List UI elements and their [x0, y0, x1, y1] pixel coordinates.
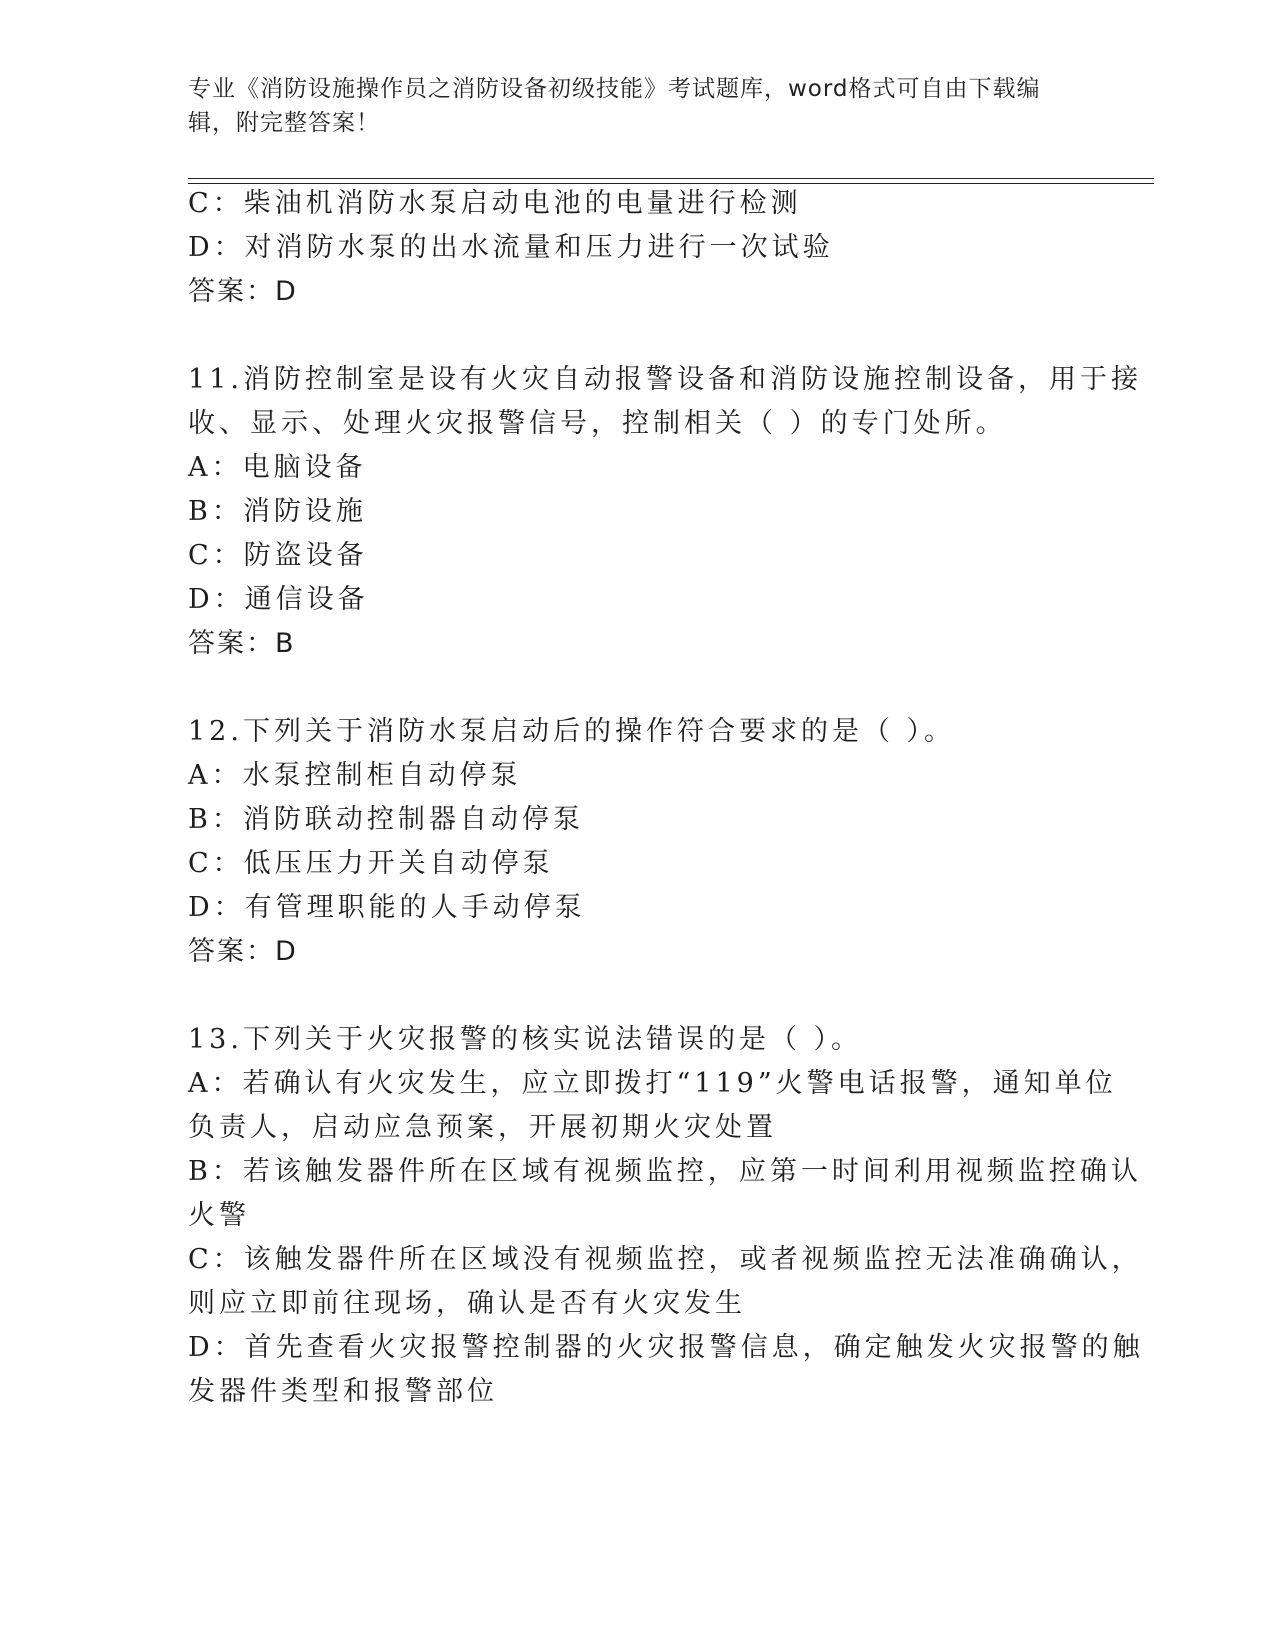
q10-answer: 答案：D	[188, 276, 298, 307]
q13-option-d-line1: D：首先查看火灾报警控制器的火灾报警信息，确定触发火灾报警的触	[188, 1332, 1144, 1363]
q11-option-c: C：防盗设备	[188, 540, 368, 571]
q10-option-d: D：对消防水泵的出水流量和压力进行一次试验	[188, 232, 834, 263]
q11-option-d: D：通信设备	[188, 584, 369, 615]
q11-option-a: A：电脑设备	[188, 452, 367, 483]
header-rule-bottom	[188, 183, 1154, 184]
q11-option-b: B：消防设施	[188, 496, 367, 527]
q10-option-c: C：柴油机消防水泵启动电池的电量进行检测	[188, 188, 802, 219]
q12-option-c: C：低压压力开关自动停泵	[188, 848, 554, 879]
header-rule-top	[188, 178, 1154, 179]
q13-option-d-line2: 发器件类型和报警部位	[188, 1376, 498, 1407]
q12-option-a: A：水泵控制柜自动停泵	[188, 760, 522, 791]
q13-option-c-line1: C：该触发器件所在区域没有视频监控，或者视频监控无法准确确认，	[188, 1244, 1143, 1275]
q12-answer: 答案：D	[188, 936, 298, 967]
q13-option-c-line2: 则应立即前往现场，确认是否有火灾发生	[188, 1288, 746, 1319]
q13-option-a-line2: 负责人，启动应急预案，开展初期火灾处置	[188, 1112, 777, 1143]
q13-option-a-line1: A：若确认有火灾发生，应立即拨打“119”火警电话报警，通知单位	[188, 1068, 1117, 1099]
q12-stem-line1: 12.下列关于消防水泵启动后的操作符合要求的是（ ）。	[188, 716, 956, 747]
q11-stem-line2: 收、显示、处理火灾报警信号，控制相关（ ）的专门处所。	[188, 408, 1007, 439]
q11-stem-line1: 11.消防控制室是设有火灾自动报警设备和消防设施控制设备，用于接	[188, 364, 1142, 395]
q11-answer: 答案：B	[188, 628, 296, 659]
page-header: 专业《消防设施操作员之消防设备初级技能》考试题库，word格式可自由下载编辑，附完整答案！	[188, 76, 1041, 136]
q13-stem-line1: 13.下列关于火灾报警的核实说法错误的是（ ）。	[188, 1024, 863, 1055]
q12-option-d: D：有管理职能的人手动停泵	[188, 892, 586, 923]
q13-option-b-line2: 火警	[188, 1200, 250, 1231]
q13-option-b-line1: B：若该触发器件所在区域有视频监控，应第一时间利用视频监控确认	[188, 1156, 1142, 1187]
q12-option-b: B：消防联动控制器自动停泵	[188, 804, 584, 835]
